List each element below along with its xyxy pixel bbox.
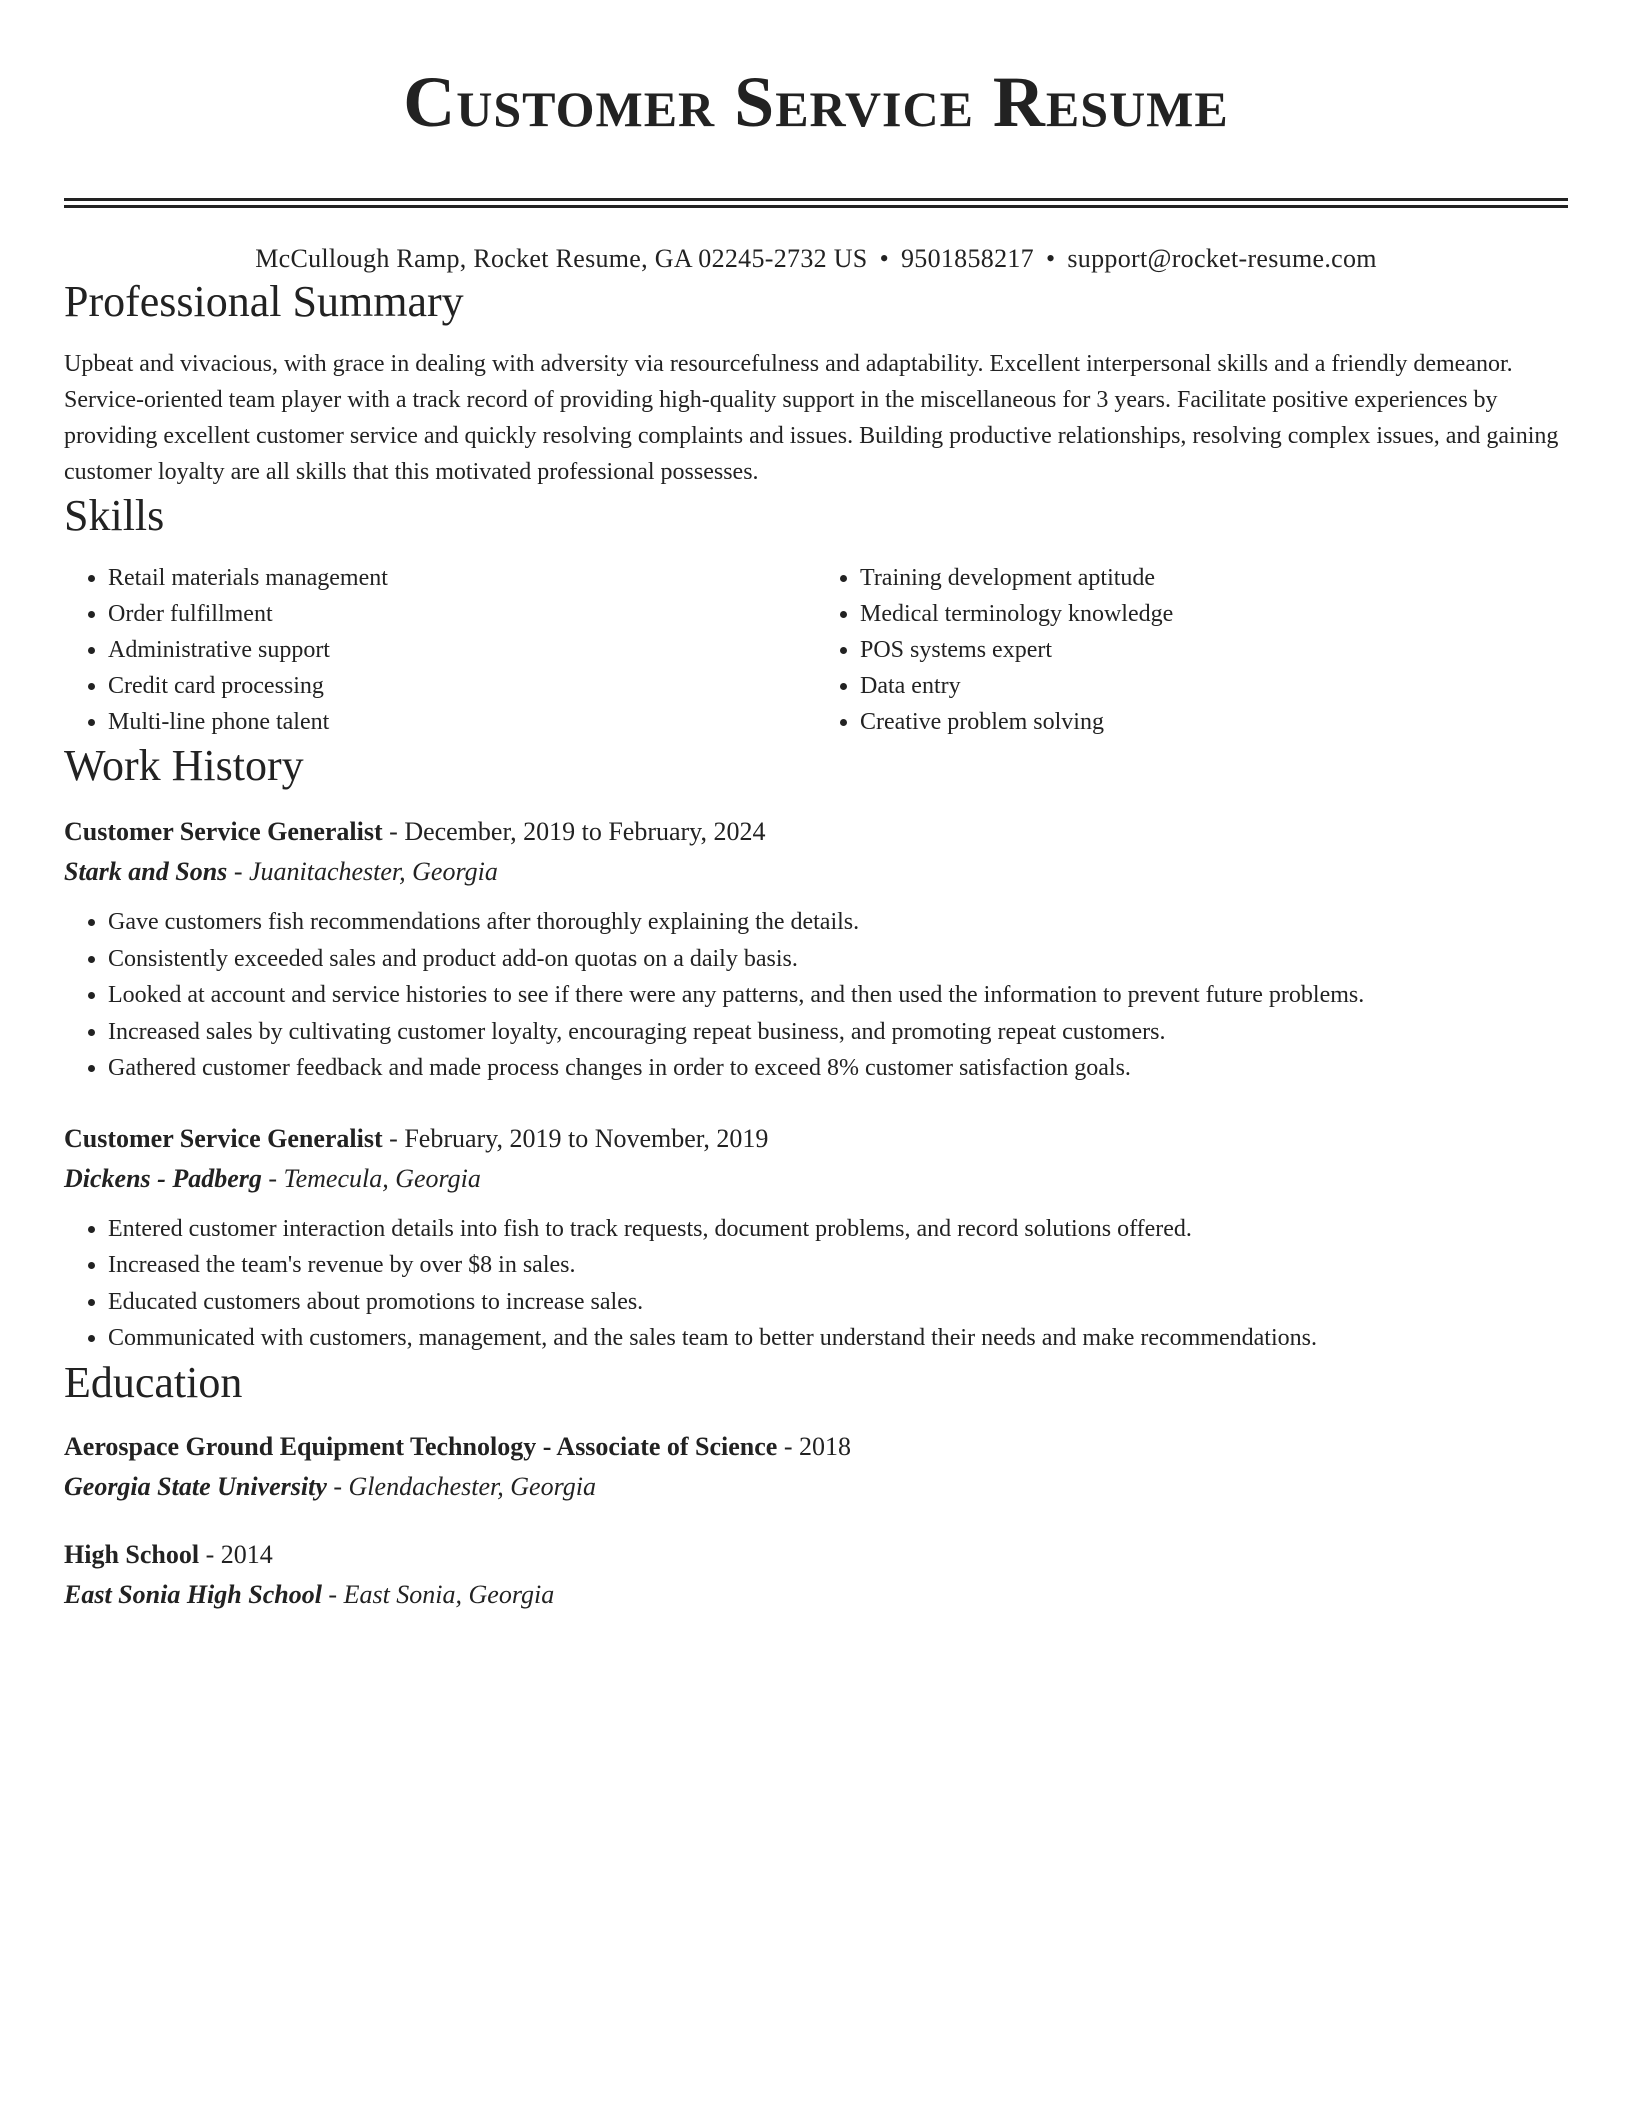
job-bullet: • Increased the team's revenue by over $8 in sales.: [108, 1247, 1568, 1284]
education-location: - East Sonia, Georgia: [321, 1579, 555, 1609]
job-title-line: [64, 814, 1568, 850]
resume-title: Customer Service Resume: [403, 62, 1229, 142]
job-bullet: • Looked at account and service histories to see if there were any patterns, and then used the information to prevent future problems.: [108, 977, 1568, 1014]
contact-line: [64, 242, 1568, 276]
skill-item: • Retail materials management: [108, 560, 816, 596]
education-school-line: [64, 1577, 1568, 1613]
job-bullets: [64, 1211, 1568, 1357]
job-bullet: • Consistently exceeded sales and product add-on quotas on a daily basis.: [108, 941, 1568, 978]
contact-address: McCullough Ramp, Rocket Resume, GA 02245-2732 US: [255, 244, 868, 273]
education-heading: Education: [64, 1357, 243, 1407]
skill-item: • Administrative support: [108, 632, 816, 668]
job-company: Stark and Sons: [64, 857, 228, 886]
summary-heading: Professional Summary: [64, 277, 464, 326]
skill-item: • POS systems expert: [860, 632, 1568, 668]
job-company-line: [64, 854, 1568, 890]
job-entry: [64, 814, 1568, 1087]
title-divider: [64, 198, 1568, 208]
education-entry: [64, 1429, 1568, 1505]
job-bullet: • Entered customer interaction details into fish to track requests, document problems, and record solutions offered.: [108, 1211, 1568, 1248]
contact-email: support@rocket-resume.com: [1067, 244, 1377, 273]
job-entry: [64, 1121, 1568, 1357]
job-bullet: • Gave customers fish recommendations after thoroughly explaining the details.: [108, 904, 1568, 941]
skill-item: • Medical terminology knowledge: [860, 596, 1568, 632]
summary-text: Upbeat and vivacious, with grace in dealing with adversity via resourcefulness and adaptability. Excellent interpersonal skills and a friendly demeanor. Service-oriented team player with a track record of providing high-quality support in the miscellaneous for 3 years. Facilitate positive experiences by providing excellent customer service and quickly resolving complaints and issues. Building productive relationships, resolving complex issues, and gaining customer loyalty are all skills that this motivated professional possesses.: [64, 351, 1559, 485]
job-role: Customer Service Generalist: [64, 817, 383, 846]
job-company: Dickens - Padberg: [64, 1163, 262, 1193]
skills-list: [64, 560, 1568, 740]
job-dates: - February, 2019 to November, 2019: [382, 1123, 769, 1153]
job-dates: - December, 2019 to February, 2024: [382, 817, 766, 846]
skill-item: • Credit card processing: [108, 668, 816, 704]
job-title-line: [64, 1121, 1568, 1157]
skill-item: • Multi-line phone talent: [108, 704, 816, 740]
skills-column-right: [816, 560, 1568, 740]
education-year: - 2018: [777, 1431, 852, 1461]
education-degree: Aerospace Ground Equipment Technology - Associate of Science: [64, 1431, 778, 1461]
skill-item: • Creative problem solving: [860, 704, 1568, 740]
education-school: Georgia State University: [64, 1471, 327, 1501]
skills-heading: Skills: [64, 491, 165, 540]
contact-separator: •: [879, 244, 889, 273]
job-company-line: [64, 1161, 1568, 1197]
education-degree: High School: [64, 1539, 200, 1569]
education-degree-line: [64, 1429, 1568, 1465]
education-school: East Sonia High School: [64, 1579, 322, 1609]
education-entry: [64, 1537, 1568, 1613]
contact-phone: 9501858217: [900, 244, 1034, 273]
education-degree-line: [64, 1537, 1568, 1573]
skills-column-left: [64, 560, 816, 740]
job-bullet: • Communicated with customers, management, and the sales team to better understand their needs and make recommendations.: [108, 1320, 1568, 1357]
job-bullets: [64, 904, 1568, 1087]
job-location: - Temecula, Georgia: [261, 1163, 481, 1193]
skill-item: • Order fulfillment: [108, 596, 816, 632]
job-bullet: • Increased sales by cultivating customer loyalty, encouraging repeat business, and promoting repeat customers.: [108, 1014, 1568, 1051]
job-role: Customer Service Generalist: [64, 1123, 383, 1153]
contact-separator: •: [1045, 244, 1056, 273]
job-bullet: • Educated customers about promotions to increase sales.: [108, 1284, 1568, 1321]
job-bullet: • Gathered customer feedback and made process changes in order to exceed 8% customer satisfaction goals.: [108, 1050, 1568, 1087]
job-location: - Juanitachester, Georgia: [227, 857, 498, 886]
education-school-line: [64, 1469, 1568, 1505]
work-history-heading: Work History: [64, 741, 304, 790]
education-year: - 2014: [199, 1539, 273, 1569]
education-location: - Glendachester, Georgia: [326, 1471, 596, 1501]
skill-item: • Data entry: [860, 668, 1568, 704]
skill-item: • Training development aptitude: [860, 560, 1568, 596]
